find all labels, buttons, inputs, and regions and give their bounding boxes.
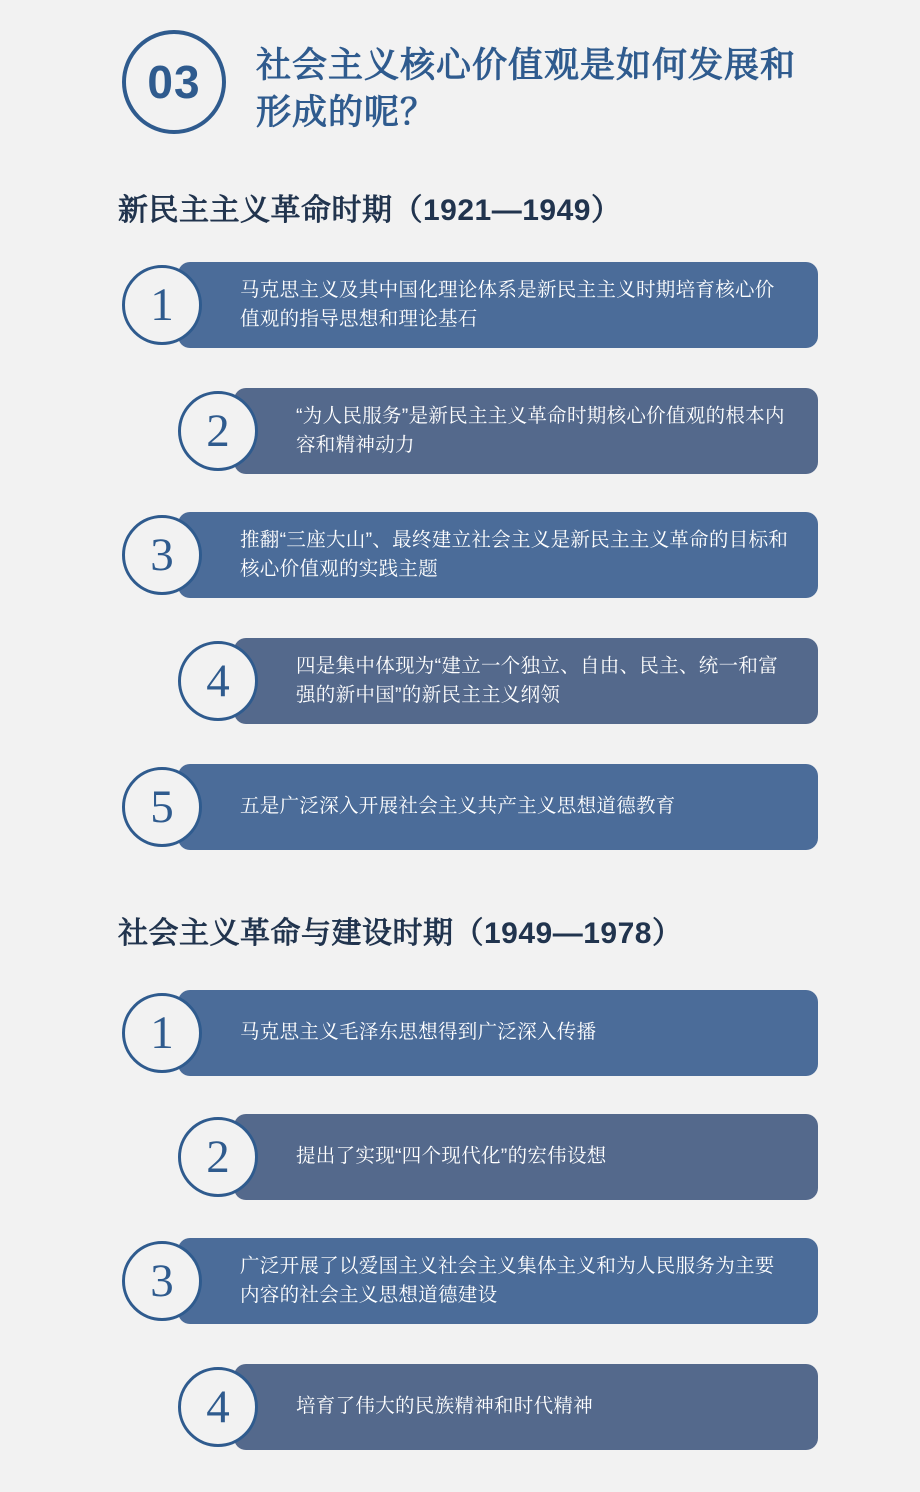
- list-item-bar: [178, 512, 818, 598]
- section-heading-2: 社会主义革命与建设时期（1949—1978）: [118, 917, 683, 950]
- list-item-number: 5: [150, 780, 174, 833]
- list-item-number: 2: [206, 404, 230, 457]
- list-item-text: 马克思主义及其中国化理论体系是新民主主义时期培育核心价值观的指导思想和理论基石: [240, 278, 775, 330]
- page-header: [122, 30, 796, 137]
- list-item-text: 培育了伟大的民族精神和时代精神: [296, 1395, 594, 1418]
- list-item-text: 推翻“三座大山”、最终建立社会主义是新民主主义革命的目标和核心价值观的实践主题: [240, 528, 789, 580]
- list-item-number: 3: [150, 1254, 174, 1307]
- list-item-number-circle: [178, 391, 258, 471]
- section-heading-1: 新民主主义革命时期（1921—1949）: [118, 194, 622, 227]
- list-item-number: 1: [150, 1006, 174, 1059]
- section-number: 03: [147, 56, 201, 108]
- list-item-bar: [178, 262, 818, 348]
- page-title: 社会主义核心价值观是如何发展和形成的呢？: [256, 46, 797, 133]
- section-number-badge: [122, 30, 226, 134]
- list-item-number-circle: [122, 767, 202, 847]
- list-item-bar: [178, 1238, 818, 1324]
- list-item-text: 广泛开展了以爱国主义社会主义集体主义和为人民服务为主要内容的社会主义思想道德建设: [240, 1254, 775, 1306]
- list-item-bar: [234, 388, 818, 474]
- list-item-number: 3: [150, 528, 174, 581]
- list-item-number-circle: [178, 641, 258, 721]
- list-item-text: 马克思主义毛泽东思想得到广泛深入传播: [240, 1021, 597, 1044]
- list-item-number: 2: [206, 1130, 230, 1183]
- list-item-number-circle: [122, 993, 202, 1073]
- list-item-text: 提出了实现“四个现代化”的宏伟设想: [296, 1145, 607, 1168]
- list-item-text: “为人民服务”是新民主主义革命时期核心价值观的根本内容和精神动力: [296, 404, 785, 456]
- list-item-text: 四是集中体现为“建立一个独立、自由、民主、统一和富强的新中国”的新民主主义纲领: [296, 654, 778, 706]
- list-item-number: 4: [206, 654, 230, 707]
- list-item-bar: [178, 990, 818, 1076]
- list-item-bar: [178, 764, 818, 850]
- list-item-bar: [234, 638, 818, 724]
- list-item-number-circle: [122, 515, 202, 595]
- list-item-number: 1: [150, 278, 174, 331]
- list-item-number-circle: [178, 1117, 258, 1197]
- list-item-bar: [234, 1114, 818, 1200]
- list-item-number-circle: [122, 265, 202, 345]
- list-item-number-circle: [122, 1241, 202, 1321]
- list-item-number: 4: [206, 1380, 230, 1433]
- list-item-bar: [234, 1364, 818, 1450]
- list-item-text: 五是广泛深入开展社会主义共产主义思想道德教育: [240, 795, 676, 818]
- list-item-number-circle: [178, 1367, 258, 1447]
